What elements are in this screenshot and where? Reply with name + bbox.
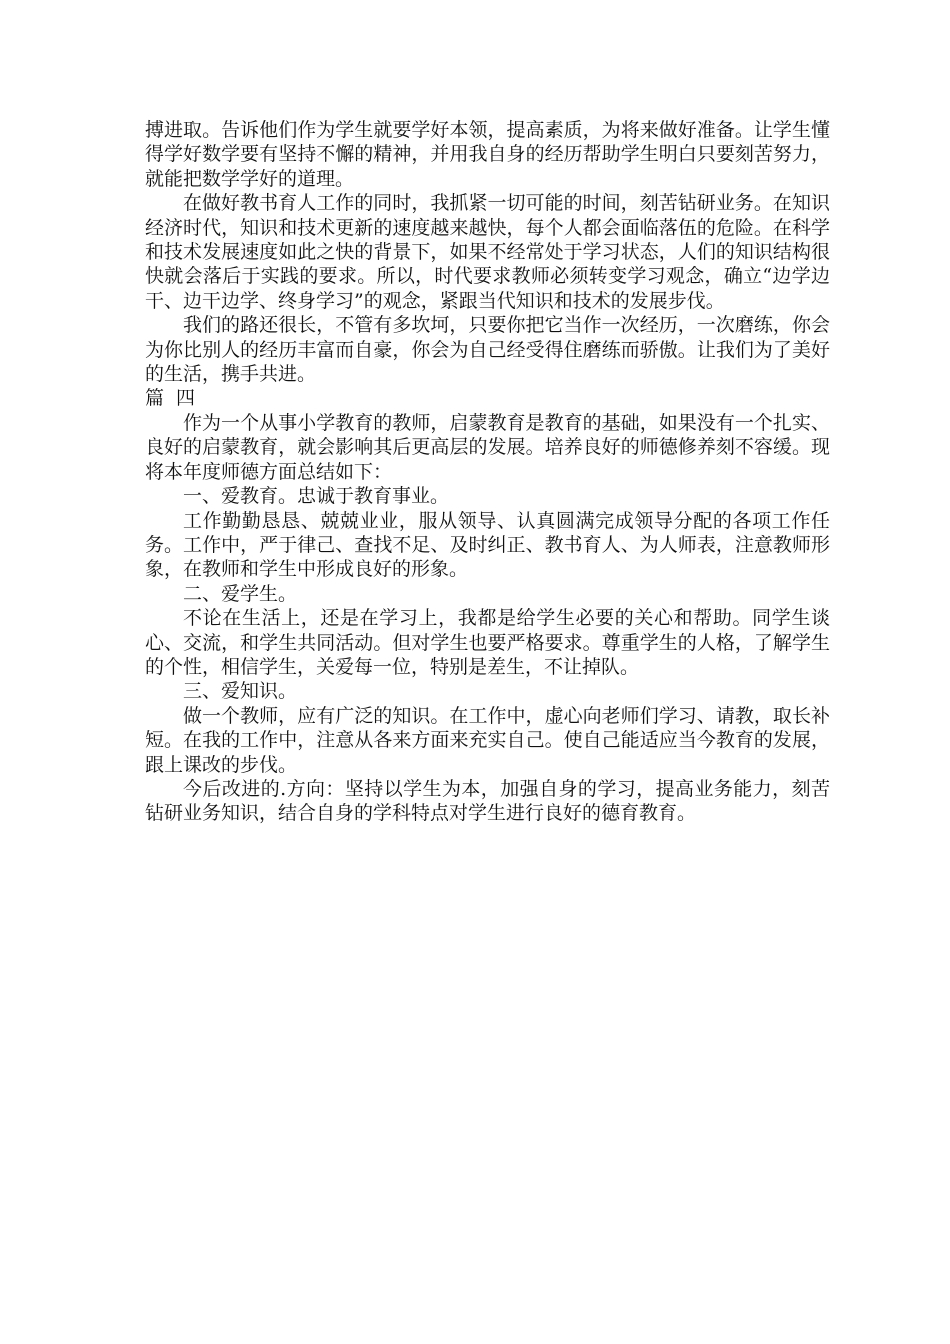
paragraph-7: 做一个教师，应有广泛的知识。在工作中，虚心向老师们学习、请教，取长补短。在我的工作中，注意从各来方面来充实自己。使自己能适应当今教育的发展，跟上课改的步伐。 (145, 704, 830, 776)
document-body (145, 118, 830, 826)
paragraph-5: 工作勤勤恳恳、兢兢业业，服从领导、认真圆满完成领导分配的各项工作任务。工作中，严于律己、查找不足、及时纠正、教书育人、为人师表，注意教师形象，在教师和学生中形成良好的形象。 (145, 509, 830, 581)
paragraph-8: 今后改进的.方向：坚持以学生为本，加强自身的学习，提高业务能力，刻苦钻研业务知识，结合自身的学科特点对学生进行良好的德育教育。 (145, 777, 830, 825)
section-heading: 篇 四 (145, 387, 199, 410)
subheading-1: 一、爱教育。忠诚于教育事业。 (183, 485, 450, 508)
subheading-2: 二、爱学生。 (183, 582, 298, 605)
paragraph-6: 不论在生活上，还是在学习上，我都是给学生必要的关心和帮助。同学生谈心、交流，和学生共同活动。但对学生也要严格要求。尊重学生的人格，了解学生的个性，相信学生，关爱每一位，特别是差生，不让掉队。 (145, 607, 830, 678)
paragraph-3: 我们的路还很长，不管有多坎坷，只要你把它当作一次经历，一次磨练，你会为你比别人的经历丰富而自豪，你会为自己经受得住磨练而骄傲。让我们为了美好的生活，携手共进。 (145, 314, 830, 386)
paragraph-4: 作为一个从事小学教育的教师，启蒙教育是教育的基础，如果没有一个扎实、良好的启蒙教育，就会影响其后更高层的发展。培养良好的师德修养刻不容缓。现将本年度师德方面总结如下： (145, 411, 830, 483)
paragraph-1: 搏进取。告诉他们作为学生就要学好本领，提高素质，为将来做好准备。让学生懂得学好数学要有坚持不懈的精神，并用我自身的经历帮助学生明白只要刻苦努力，就能把数学学好的道理。 (145, 119, 830, 190)
paragraph-2: 在做好教书育人工作的同时，我抓紧一切可能的时间，刻苦钻研业务。在知识经济时代，知识和技术更新的速度越来越快，每个人都会面临落伍的危险。在科学和技术发展速度如此之快的背景下，如果不经常处于学习状态，人们的知识结构很快就会落后于实践的要求。所以，时代要求教师必须转变学习观念，确立“边学边干、边干边学、终身学习”的观念，紧跟当代知识和技术的发展步伐。 (145, 192, 830, 312)
subheading-3: 三、爱知识。 (183, 680, 298, 703)
